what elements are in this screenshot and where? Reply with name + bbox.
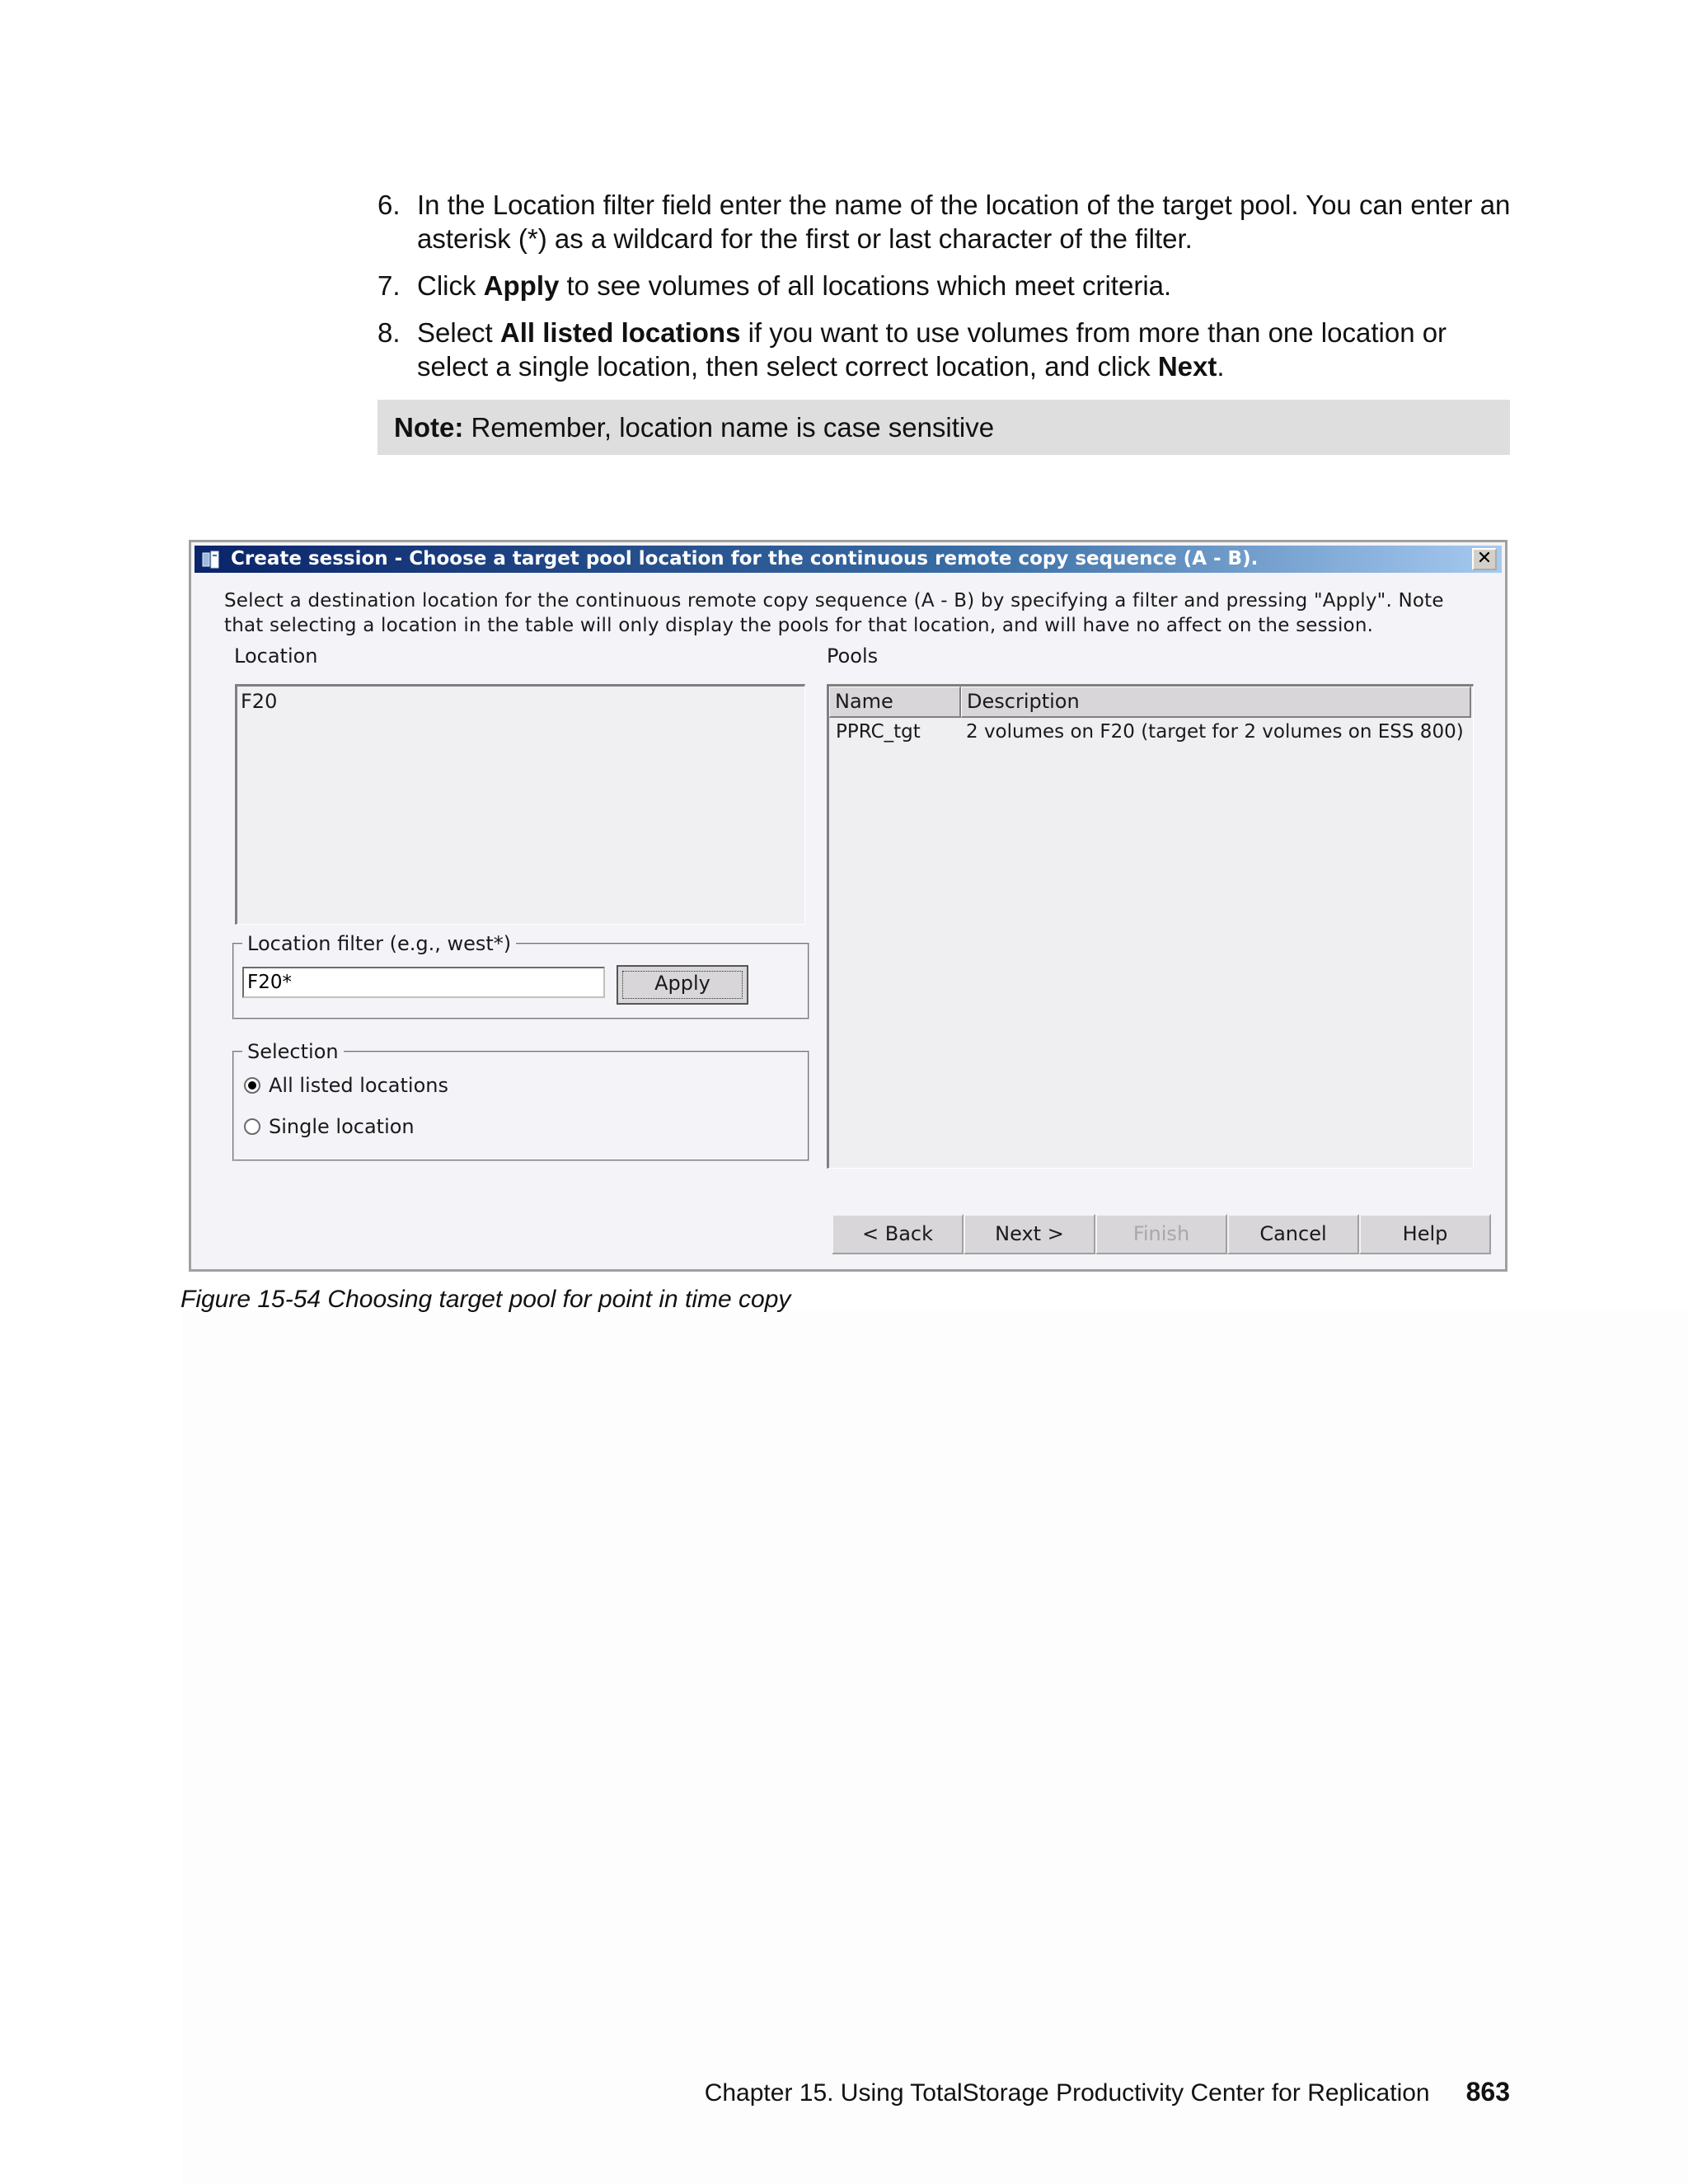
selection-group (232, 1040, 809, 1161)
step-text: In the Location filter field enter the name of the location of the target pool. You can enter an asterisk (*) as a wildcard for the first or last character of the filter. (417, 190, 1511, 254)
dialog-titlebar[interactable] (195, 546, 1502, 573)
step-6 (377, 188, 1515, 255)
pools-label: Pools (827, 644, 879, 668)
step-text: if you want to use volumes from more than one location or select a single location, then select correct location, and click (417, 317, 1447, 382)
dialog-button-bar (832, 1214, 1491, 1254)
location-filter-legend: Location filter (e.g., west*) (247, 932, 512, 955)
create-session-dialog (189, 540, 1507, 1272)
close-button[interactable] (1472, 548, 1497, 570)
location-filter-group (232, 932, 809, 1019)
column-header-description[interactable]: Description (961, 687, 1471, 718)
finish-button: Finish (1095, 1214, 1227, 1254)
pool-name-cell[interactable]: PPRC_tgt (836, 721, 921, 743)
location-list-item[interactable]: F20 (241, 690, 278, 713)
help-button[interactable]: Help (1359, 1214, 1491, 1254)
pool-description-cell[interactable]: 2 volumes on F20 (target for 2 volumes on ESS 800) (966, 721, 1464, 743)
figure-caption: Figure 15-54 Choosing target pool for point in time copy (181, 1286, 791, 1313)
location-filter-input[interactable] (242, 967, 605, 998)
step-8 (377, 316, 1515, 383)
step-text: Select (417, 317, 500, 348)
radio-unchecked-icon[interactable] (244, 1118, 260, 1135)
app-icon (201, 550, 221, 569)
step-text: Click (417, 270, 484, 301)
page-background (183, 1310, 1688, 2184)
radio-checked-icon[interactable] (244, 1077, 260, 1094)
note-label: Note: (394, 412, 464, 443)
column-header-name[interactable]: Name (829, 687, 961, 718)
radio-all-listed-locations[interactable] (244, 1073, 448, 1098)
step-7 (377, 269, 1515, 302)
back-button[interactable]: < Back (832, 1214, 964, 1254)
radio-single-label: Single location (269, 1115, 415, 1138)
step-text: . (1217, 351, 1225, 382)
step-emphasis: Apply (483, 270, 560, 301)
chapter-title: Chapter 15. Using TotalStorage Productivity Center for Replication (704, 2079, 1430, 2107)
step-emphasis: Next (1157, 351, 1217, 382)
next-button[interactable]: Next > (964, 1214, 1095, 1254)
step-number: 7. (377, 270, 401, 301)
close-icon: ✕ (1476, 548, 1493, 569)
dialog-description: Select a destination location for the continuous remote copy sequence (A - B) by specifying a filter and pressing "Apply". Note that selecting a location in the table will only display the pools for that location, and will have no affect on the session. (224, 590, 1444, 636)
dialog-title: Create session - Choose a target pool location for the continuous remote copy sequence (A - B). (231, 548, 1259, 569)
step-number: 8. (377, 317, 401, 348)
radio-single-location[interactable] (244, 1114, 415, 1139)
apply-button[interactable]: Apply (617, 965, 748, 1005)
pools-table[interactable] (827, 684, 1474, 1169)
step-emphasis: All listed locations (499, 317, 741, 348)
radio-all-label: All listed locations (269, 1074, 448, 1097)
instruction-list (377, 188, 1515, 396)
page-number: 863 (1465, 2077, 1510, 2107)
selection-legend: Selection (247, 1040, 339, 1063)
note-text: Remember, location name is case sensitive (463, 412, 995, 443)
location-label: Location (234, 644, 318, 668)
step-text: to see volumes of all locations which meet criteria. (559, 270, 1172, 301)
location-list[interactable] (235, 684, 805, 925)
step-number: 6. (377, 190, 401, 220)
note-box (377, 400, 1510, 455)
page-footer (705, 2077, 1510, 2107)
cancel-button[interactable]: Cancel (1227, 1214, 1359, 1254)
